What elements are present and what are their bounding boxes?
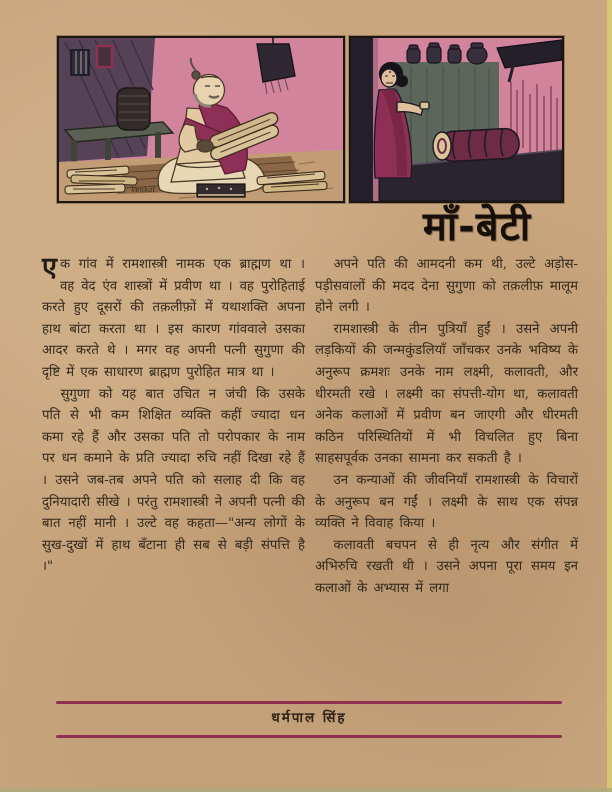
scan-edge-right [607,0,612,792]
topknot [192,71,200,79]
bindi [389,71,391,73]
window-icon [71,50,89,75]
left-column [42,254,305,654]
drop-cap: ए [42,252,57,283]
artist-signature: Venkat [131,186,156,194]
doorway [351,38,373,201]
story-title: माँ-बेटी [422,203,532,250]
paragraph: अपने पति की आमदनी कम थी, उल्टे अड़ोस-पड़ीसवालों की मदद देना सुगुणा को तक़लीफ़ मालूम होने लगी । [315,257,578,316]
woven-basket-icon [117,88,150,130]
illustration-panel-brahmin [57,36,345,203]
footer-rule-top [56,701,562,704]
paragraph-text: क गांव में रामशास्त्री नामक एक ब्राह्मण था । वह वेद एंव शास्त्रों में प्रवीण था । वह पुरोहिताई करते हुए दूसरों की तक़लीफ़ों में यथाशक्ति अपना हाथ बांटा करता था । इस कारण गांववाले उसका आदर करते थे । मगर वह अपनी पत्नी सुगुणा की दृष्टि में एक साधारण ब्राह्मण पुरोहित मात्र था । [42,257,305,380]
footer-rule-bottom [56,735,562,738]
hair-bun [397,76,408,87]
woman-illustration [351,38,562,201]
paragraph [42,254,305,384]
wall-picture [97,46,112,67]
cup-in-hand [420,102,429,109]
dark-book [197,184,245,197]
paragraph: कलावती बचपन से ही नृत्य और संगीत में अभिरुचि रखती थी । उसने अपना पूरा समय इन कलाओं के अभ्यास में लगा [315,537,578,596]
brahmin-illustration [59,38,343,201]
paragraph: सुगुणा को यह बात उचित न जंची कि उसके पति से भी कम शिक्षित व्यक्ति कहीं ज्यादा धन कमा रहे हैं और उसका पति तो परोपकार के नाम पर धन कमाने के प्रति ज्यादा रुचि नहीं दिखा रहे हैं । उसने जब-तब अपने पति को सलाह दी कि वह दुनियादारी सीखे । परंतु रामशास्त्री ने अपनी पत्नी की बात नहीं मानी । उल्टे वह कहता—"अन्य लोगों के सुख-दुखों में हाथ बँटाना ही सब से बड़ी संपत्ति है ।" [42,386,305,575]
story-text [42,254,578,654]
scan-edge-bottom [0,788,612,792]
bedding-roll-icon [433,128,520,162]
paragraph: रामशास्त्री के तीन पुत्रियाँ हुईं । उसने अपनी लड़कियों की जन्मकुंडलियाँ जाँचकर उनके भविष्य के अनुरूप क्रमशः उनके नाम लक्ष्मी, कलावती, और धीरमती रखे । लक्ष्मी का संपत्ती-योग था, कलावती अनेक कलाओं में प्रवीण बन जाएगी और धीरमती कठिन परिस्थितियों में भी विचलित हुए बिना साहसपूर्वक उनका सामना कर सकती है । [315,321,578,467]
illustration-panel-woman [349,36,564,203]
right-column [315,254,578,654]
author-name: धर्मपाल सिंह [271,710,347,726]
paragraph: उन कन्याओं की जीवनियाँ रामशास्त्री के विचारों के अनुरूप बन गईं । लक्ष्मी के साथ एक संपन्न व्यक्ति ने विवाह किया । [315,472,578,532]
